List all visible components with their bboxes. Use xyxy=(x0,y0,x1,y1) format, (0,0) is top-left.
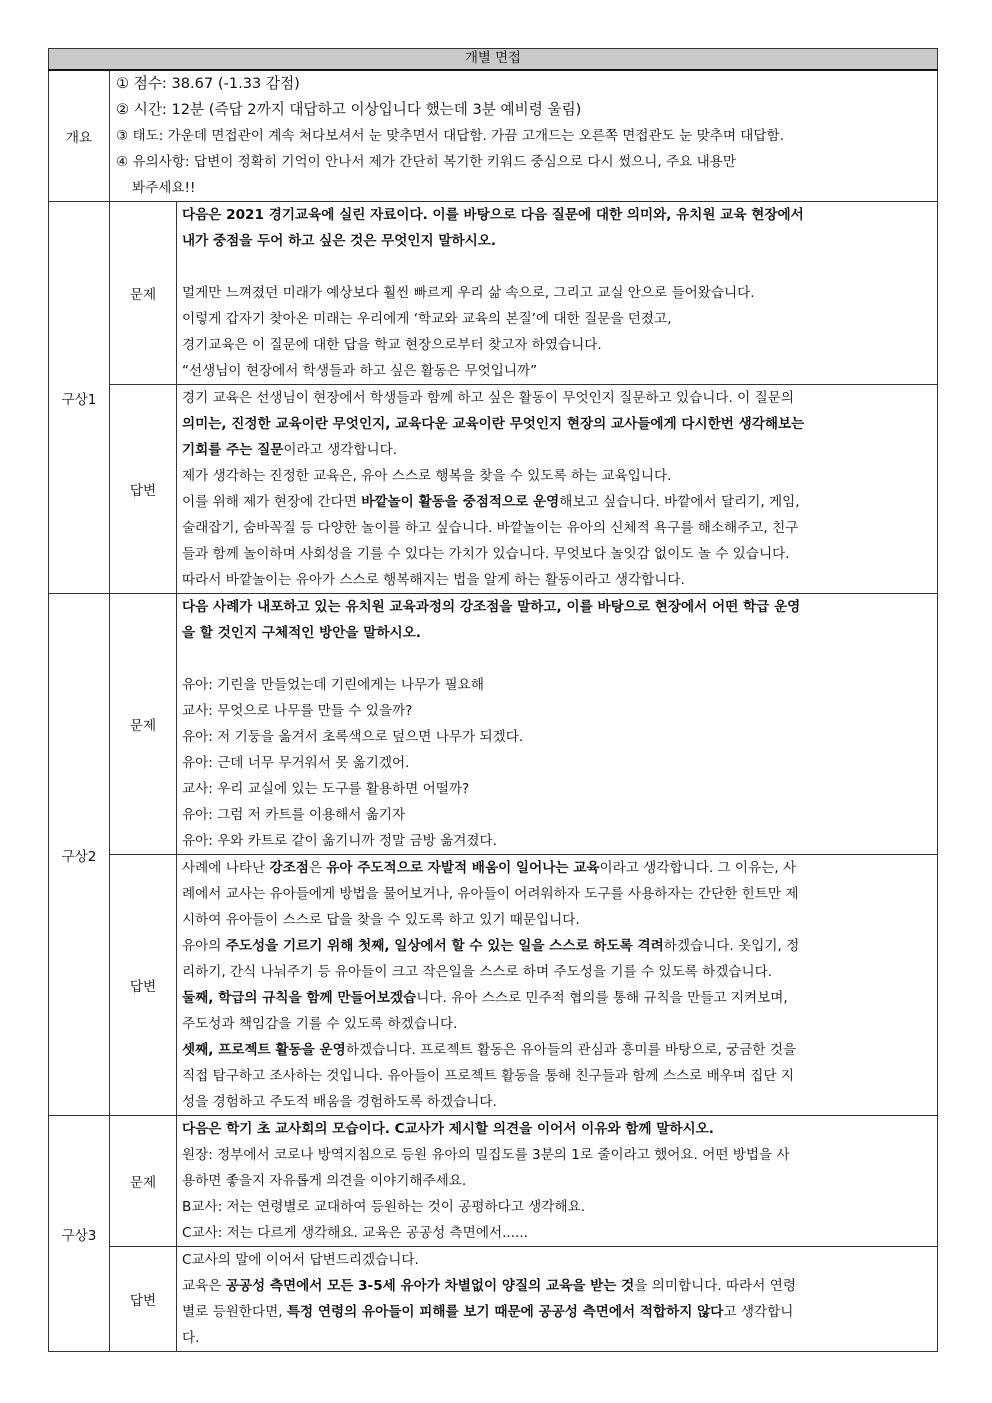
sec2-a-line8-p2: 하겠습니다. 프로젝트 활동은 유아들의 관심과 흥미를 바탕으로, 궁금한 것을 xyxy=(345,1042,797,1058)
sec1-a-line5-end: 해보고 싶습니다. 바깥에서 달리기, 게임, xyxy=(559,494,800,510)
sec1-a-line5-bold: 바깥놀이 활동을 중점적으로 운영 xyxy=(361,494,560,510)
sec2-a-line6-p2: 니다. 유아 스스로 민주적 협의를 통해 규칙을 만들고 지켜보며, xyxy=(416,990,788,1006)
sec1-question xyxy=(177,202,938,385)
sec3-q-line1: 다음은 학기 초 교사회의 모습이다. C교사가 제시할 의견을 이어서 이유와 함께 말하시오. xyxy=(182,1121,714,1137)
sec1-a-line3-rest: 이라고 생각합니다. xyxy=(283,442,398,458)
sec3-question-row xyxy=(49,1116,938,1247)
sec1-a-line5 xyxy=(177,489,937,515)
sec3-a-line2 xyxy=(177,1273,937,1299)
sec2-a-line4-p3: 하겠습니다. 옷입기, 정 xyxy=(663,938,800,954)
sec1-q-line1: 다음은 2021 경기교육에 실린 자료이다. 이를 바탕으로 다음 질문에 대한 의미와, 유치원 교육 현장에서 xyxy=(182,207,804,223)
sec2-q-line3: 유아: 기린을 만들었는데 기린에게는 나무가 필요해 xyxy=(182,677,484,693)
sec2-a-line6 xyxy=(177,985,937,1011)
sec1-a-line8: 따라서 바깥놀이는 유아가 스스로 행복해지는 법을 알게 하는 활동이라고 생각합니다. xyxy=(182,572,685,588)
table-header-row xyxy=(49,49,938,71)
sec3-a-line3-p1: 별로 등원한다면, xyxy=(182,1304,287,1320)
sec2-a-line5: 리하기, 간식 나눠주기 등 유아들이 크고 작은일을 스스로 하며 주도성을 기를 수 있도록 하겠습니다. xyxy=(182,964,773,980)
sec3-q-line4: B교사: 저는 연령별로 교대하여 등원하는 것이 공평하다고 생각해요. xyxy=(182,1199,586,1215)
sec2-q-line5: 유아: 저 기둥을 옮겨서 초록색으로 덮으면 나무가 되겠다. xyxy=(182,729,524,745)
sec3-q-line2: 원장: 정부에서 코로나 방역지침으로 등원 유아의 밀집도를 3분의 1로 줄이라고 했어요. 어떤 방법을 사 xyxy=(182,1147,790,1163)
sec2-q-line9: 유아: 우와 카트로 같이 옮기니까 정말 금방 옮겨졌다. xyxy=(182,833,497,849)
sec2-a-line3: 시하여 유아들이 스스로 답을 찾을 수 있도록 하고 있기 때문입니다. xyxy=(182,912,580,928)
sec1-a-line6: 술래잡기, 숨바꼭질 등 다양한 놀이를 하고 싶습니다. 바깥놀이는 유아의 신체적 욕구를 해소해주고, 친구 xyxy=(182,520,799,536)
sec2-a-line9: 직접 탐구하고 조사하는 것입니다. 유아들이 프로젝트 활동을 통해 친구들과 함께 스스로 배우며 집단 지 xyxy=(182,1068,795,1084)
overview-notes-cont: 봐주세요!! xyxy=(132,180,196,196)
overview-row xyxy=(49,70,938,202)
overview-notes: ④ 유의사항: 답변이 정확히 기억이 안나서 제가 간단히 복기한 키워드 중심으로 다시 썼으니, 주요 내용만 xyxy=(116,154,736,170)
sec1-a-line7: 들과 함께 놀이하며 사회성을 기를 수 있다는 가치가 있습니다. 무엇보다 놀잇감 없이도 놀 수 있습니다. xyxy=(182,546,790,562)
overview-time: ② 시간: 12분 (즉답 2까지 대답하고 이상입니다 했는데 3분 예비령 울림) xyxy=(116,101,582,118)
overview-attitude: ③ 태도: 가운데 면접관이 계속 쳐다보셔서 눈 맞추면서 대답함. 가끔 고개드는 오른쪽 면접관도 눈 맞추며 대답함. xyxy=(116,128,785,144)
sec2-q-line4: 교사: 무엇으로 나무를 만들 수 있을까? xyxy=(182,703,413,719)
sec3-a-line3-p3: 고 생각합니 xyxy=(723,1304,794,1320)
sec2-a-line1-p5: 이라고 생각합니다. 그 이유는, 사 xyxy=(599,860,797,876)
sec2-a-line1-p4: 유아 주도적으로 자발적 배움이 일어나는 교육 xyxy=(326,860,600,876)
sec2-a-line4-p1: 유아의 xyxy=(182,938,226,954)
sec2-q-line7: 교사: 우리 교실에 있는 도구를 활용하면 어떨까? xyxy=(182,781,470,797)
sec2-a-line6-p1: 둘째, 학급의 규칙을 함께 만들어보겠습 xyxy=(182,990,417,1006)
sec3-a-line2-p2: 공공성 측면에서 모든 3-5세 유아가 차별없이 양질의 교육을 받는 것 xyxy=(225,1278,635,1294)
sec2-question xyxy=(177,594,938,855)
sec1-a-line3-bold: 기회를 주는 질문 xyxy=(182,442,284,458)
sec2-a-line10: 성을 경험하고 주도적 배움을 경험하도록 하겠습니다. xyxy=(182,1094,497,1110)
sec1-q-line2: 내가 중점을 두어 하고 싶은 것은 무엇인지 말하시오. xyxy=(182,233,497,249)
sec3-q-line5: C교사: 저는 다르게 생각해요. 교육은 공공성 측면에서...... xyxy=(182,1225,529,1241)
sec3-a-line2-p1: 교육은 xyxy=(182,1278,226,1294)
overview-content xyxy=(110,70,938,202)
sec1-a-line2: 의미는, 진정한 교육이란 무엇인지, 교육다운 교육이란 무엇인지 현장의 교사들에게 다시한번 생각해보는 xyxy=(182,416,805,432)
sec3-a-line4: 다. xyxy=(182,1330,200,1346)
sec2-answer-label: 답변 xyxy=(110,855,177,1116)
interview-table xyxy=(48,48,938,1352)
overview-score: ① 점수: 38.67 (-1.33 감점) xyxy=(116,75,300,92)
sec1-a-line1: 경기 교육은 선생님이 현장에서 학생들과 함께 하고 싶은 활동이 무엇인지 질문하고 있습니다. 이 질문의 xyxy=(182,390,795,406)
sec2-question-row xyxy=(49,594,938,855)
sec1-a-line3 xyxy=(177,437,937,463)
sec1-q-line5: 경기교육은 이 질문에 대한 답을 학교 현장으로부터 찾고자 하였습니다. xyxy=(182,337,602,353)
sec2-q-line2: 을 할 것인지 구체적인 방안을 말하시오. xyxy=(182,625,421,641)
sec1-q-line4: 이렇게 갑자기 찾아온 미래는 우리에게 ‘학교와 교육의 본질’에 대한 질문을 던졌고, xyxy=(182,311,672,327)
sec2-a-line1-p1: 사례에 나타난 xyxy=(182,860,270,876)
sec3-question-label: 문제 xyxy=(110,1116,177,1247)
sec2-answer xyxy=(177,855,938,1116)
sec1-q-line3: 멀게만 느껴졌던 미래가 예상보다 훨씬 빠르게 우리 삶 속으로, 그리고 교실 안으로 들어왔습니다. xyxy=(182,285,755,301)
sec1-label: 구상1 xyxy=(49,202,110,594)
sec3-question xyxy=(177,1116,938,1247)
sec2-answer-row xyxy=(49,855,938,1116)
sec3-q-line3: 용하면 좋을지 자유롭게 의견을 이야기해주세요. xyxy=(182,1173,467,1189)
sec2-q-line6: 유아: 근데 너무 무거워서 못 옮기겠어. xyxy=(182,755,410,771)
sec1-question-label: 문제 xyxy=(110,202,177,385)
overview-label: 개요 xyxy=(49,70,110,202)
sec1-a-line5-start: 이를 위해 제가 현장에 간다면 xyxy=(182,494,362,510)
sec1-answer-row xyxy=(49,385,938,594)
sec2-a-line2: 례에서 교사는 유아들에게 방법을 물어보거나, 유아들이 어려워하자 도구를 사용하자는 간단한 힌트만 제 xyxy=(182,886,799,902)
sec2-a-line7: 주도성과 책임감을 기를 수 있도록 하겠습니다. xyxy=(182,1016,458,1032)
sec2-a-line1-p2: 강조점 xyxy=(269,860,309,876)
sec1-q-line6: “선생님이 현장에서 학생들과 하고 싶은 활동은 무엇입니까” xyxy=(182,363,538,379)
sec1-answer xyxy=(177,385,938,594)
sec1-question-row xyxy=(49,202,938,385)
sec3-label: 구상3 xyxy=(49,1116,110,1352)
sec2-a-line8 xyxy=(177,1037,937,1063)
sec2-label: 구상2 xyxy=(49,594,110,1116)
sec3-a-line1: C교사의 말에 이어서 답변드리겠습니다. xyxy=(182,1252,419,1268)
sec3-a-line3 xyxy=(177,1299,937,1325)
sec3-answer-row xyxy=(49,1247,938,1352)
sec3-answer xyxy=(177,1247,938,1352)
sec1-a-line4: 제가 생각하는 진정한 교육은, 유아 스스로 행복을 찾을 수 있도록 하는 교육입니다. xyxy=(182,468,672,484)
sec2-q-line8: 유아: 그럼 저 카트를 이용해서 옮기자 xyxy=(182,807,406,823)
sec3-a-line2-p3: 을 의미합니다. 따라서 연령 xyxy=(634,1278,797,1294)
sec2-a-line1-p3: 은 xyxy=(308,860,327,876)
sec3-answer-label: 답변 xyxy=(110,1247,177,1352)
sec1-answer-label: 답변 xyxy=(110,385,177,594)
sec2-a-line8-p1: 셋째, 프로젝트 활동을 운영 xyxy=(182,1042,346,1058)
sec2-a-line1 xyxy=(177,855,937,881)
sec2-a-line4 xyxy=(177,933,937,959)
table-title: 개별 면접 xyxy=(49,49,938,71)
sec2-question-label: 문제 xyxy=(110,594,177,855)
sec3-a-line3-p2: 특정 연령의 유아들이 피해를 보기 때문에 공공성 측면에서 적합하지 않다 xyxy=(286,1304,724,1320)
sec2-q-line1: 다음 사례가 내포하고 있는 유치원 교육과정의 강조점을 말하고, 이를 바탕으로 현장에서 어떤 학급 운영 xyxy=(182,599,801,615)
sec2-a-line4-p2: 주도성을 기르기 위해 첫째, 일상에서 할 수 있는 일을 스스로 하도록 격려 xyxy=(225,938,664,954)
